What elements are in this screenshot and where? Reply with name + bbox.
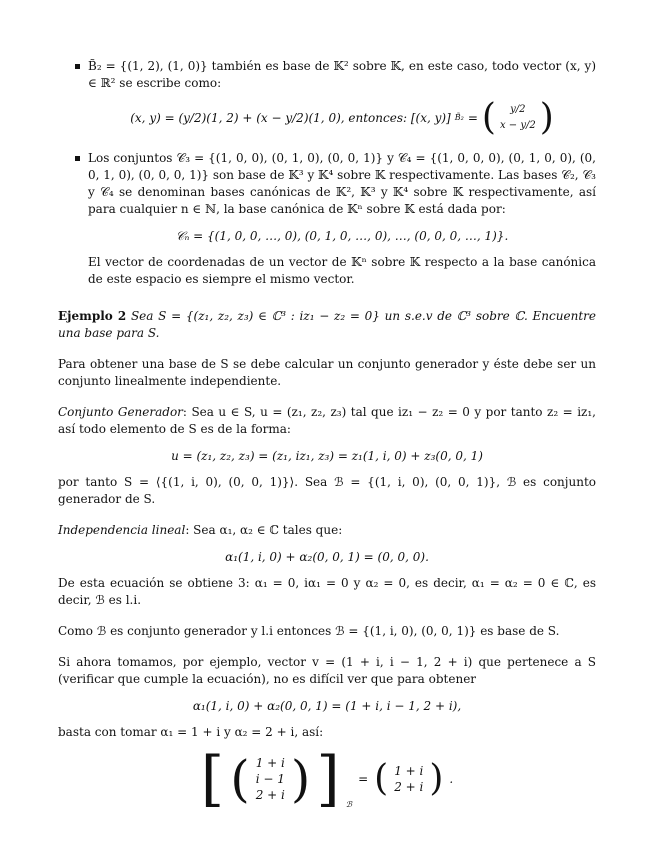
generator-text: : Sea u ∈ S, u = (z₁, z₂, z₃) tal que iz₁ − z₂ = 0 y por tanto z₂ = iz₁, así todo elemento de S es de la forma:	[58, 405, 596, 436]
paragraph-independence	[58, 522, 596, 539]
paragraph-generator	[58, 404, 596, 438]
paragraph-vector-example: Si ahora tomamos, por ejemplo, vector v = (1 + i, i − 1, 2 + i) que pertenece a S (verificar que cumple la ecuación), no es difícil ver que para obtener	[58, 655, 596, 686]
independence-text: : Sea α₁, α₂ ∈ ℂ tales que:	[185, 523, 343, 537]
paragraph-basis-conclusion: Como ℬ es conjunto generador y l.i entonces ℬ = {(1, i, 0), (0, 0, 1)} es base de S.	[58, 624, 560, 638]
left-vector-entry: 2 + i	[255, 788, 285, 802]
equation-left: (x, y) = (y/2)(1, 2) + (x − y/2)(1, 0), entonces: [(x, y)]	[130, 111, 451, 125]
matrix-subscript: ℬ	[345, 800, 353, 809]
final-coordinate-equation: [ ( 1 + i i − 1 2 + i ) ] ℬ = ( 1 + i 2 + i ) .	[200, 744, 454, 814]
bullet-outro: El vector de coordenadas de un vector de 𝕂ⁿ sobre 𝕂 respecto a la base canónica de este espacio es siempre el mismo vector.	[88, 255, 596, 286]
left-vector-entry: i − 1	[255, 772, 285, 786]
equation-canonical-basis: 𝒞ₙ = {(1, 0, 0, …, 0), (0, 1, 0, …, 0), …, (0, 0, 0, …, 1)}.	[175, 229, 509, 243]
equation-coordinates-b2: (x, y) = (y/2)(1, 2) + (x − y/2)(1, 0), entonces: [(x, y)] B̃₂ = ( y/2 x − y/2 )	[130, 97, 554, 138]
right-vector	[394, 763, 423, 795]
example-label: Ejemplo 2	[58, 309, 127, 323]
matrix-period: .	[449, 772, 454, 786]
paragraph-span: por tanto S = ⟨{(1, i, 0), (0, 0, 1)}⟩. Sea ℬ = {(1, i, 0), (0, 0, 1)}, ℬ es conjunto generador de S.	[58, 475, 596, 506]
bullet-text: Los conjuntos 𝒞₃ = {(1, 0, 0), (0, 1, 0), (0, 0, 1)} y 𝒞₄ = {(1, 0, 0, 0), (0, 1, 0, 0), (0, 0, 1, 0), (0, 0, 0, 1)} son base de 𝕂³ y 𝕂⁴ sobre 𝕂 respectivamente. Las bases 𝒞₂, 𝒞₃ y 𝒞₄ se denominan bases canónicas de 𝕂², 𝕂³ y 𝕂⁴ sobre 𝕂 respectivamente, así para cualquier n ∈ ℕ, la base canónica de 𝕂ⁿ sobre 𝕂 está dada por:	[88, 151, 596, 216]
paragraph-coefficients: basta con tomar α₁ = 1 + i y α₂ = 2 + i, así:	[58, 725, 324, 739]
vector-bottom: x − y/2	[499, 120, 536, 131]
left-vector-entry: 1 + i	[255, 756, 285, 770]
generator-label: Conjunto Generador	[58, 405, 183, 419]
paragraph-intro: Para obtener una base de S se debe calcular un conjunto generador y éste debe ser un conjunto linealmente independiente.	[58, 357, 596, 388]
equation-subscript: B̃₂	[454, 113, 464, 122]
bullet-marker	[75, 64, 80, 69]
paragraph-solution: De esta ecuación se obtiene 3: α₁ = 0, iα₁ = 0 y α₂ = 0, es decir, α₁ = α₂ = 0 ∈ ℂ, es decir, ℬ es l.i.	[58, 576, 596, 607]
right-vector-entry: 1 + i	[394, 764, 424, 778]
equation-generator: u = (z₁, z₂, z₃) = (z₁, iz₁, z₃) = z₁(1, i, 0) + z₃(0, 0, 1)	[171, 449, 483, 463]
vector-top: y/2	[510, 104, 526, 115]
independence-label: Independencia lineal	[58, 523, 186, 537]
equation-independence: α₁(1, i, 0) + α₂(0, 0, 1) = (0, 0, 0).	[225, 550, 429, 564]
matrix-equals: =	[358, 772, 369, 786]
bullet-item-basis-b2	[58, 58, 596, 136]
example-statement	[58, 308, 596, 342]
coordinate-vector	[500, 102, 536, 134]
bullet-marker	[75, 156, 80, 161]
equation-vector-combination: α₁(1, i, 0) + α₂(0, 0, 1) = (1 + i, i − 1, 2 + i),	[192, 699, 462, 713]
example-text: Sea S = {(z₁, z₂, z₃) ∈ ℂ³ : iz₁ − z₂ = 0} un s.e.v de ℂ³ sobre ℂ. Encuentre una base para S.	[58, 309, 596, 340]
equation-equals: =	[467, 111, 478, 125]
right-vector-entry: 2 + i	[394, 780, 424, 794]
document-page	[58, 58, 596, 814]
bullet-item-canonical-bases	[58, 150, 596, 288]
left-vector	[256, 755, 285, 803]
bullet-text: B̃₂ = {(1, 2), (1, 0)} también es base de 𝕂² sobre 𝕂, en este caso, todo vector (x, y) ∈ ℝ² se escribe como:	[88, 59, 596, 90]
